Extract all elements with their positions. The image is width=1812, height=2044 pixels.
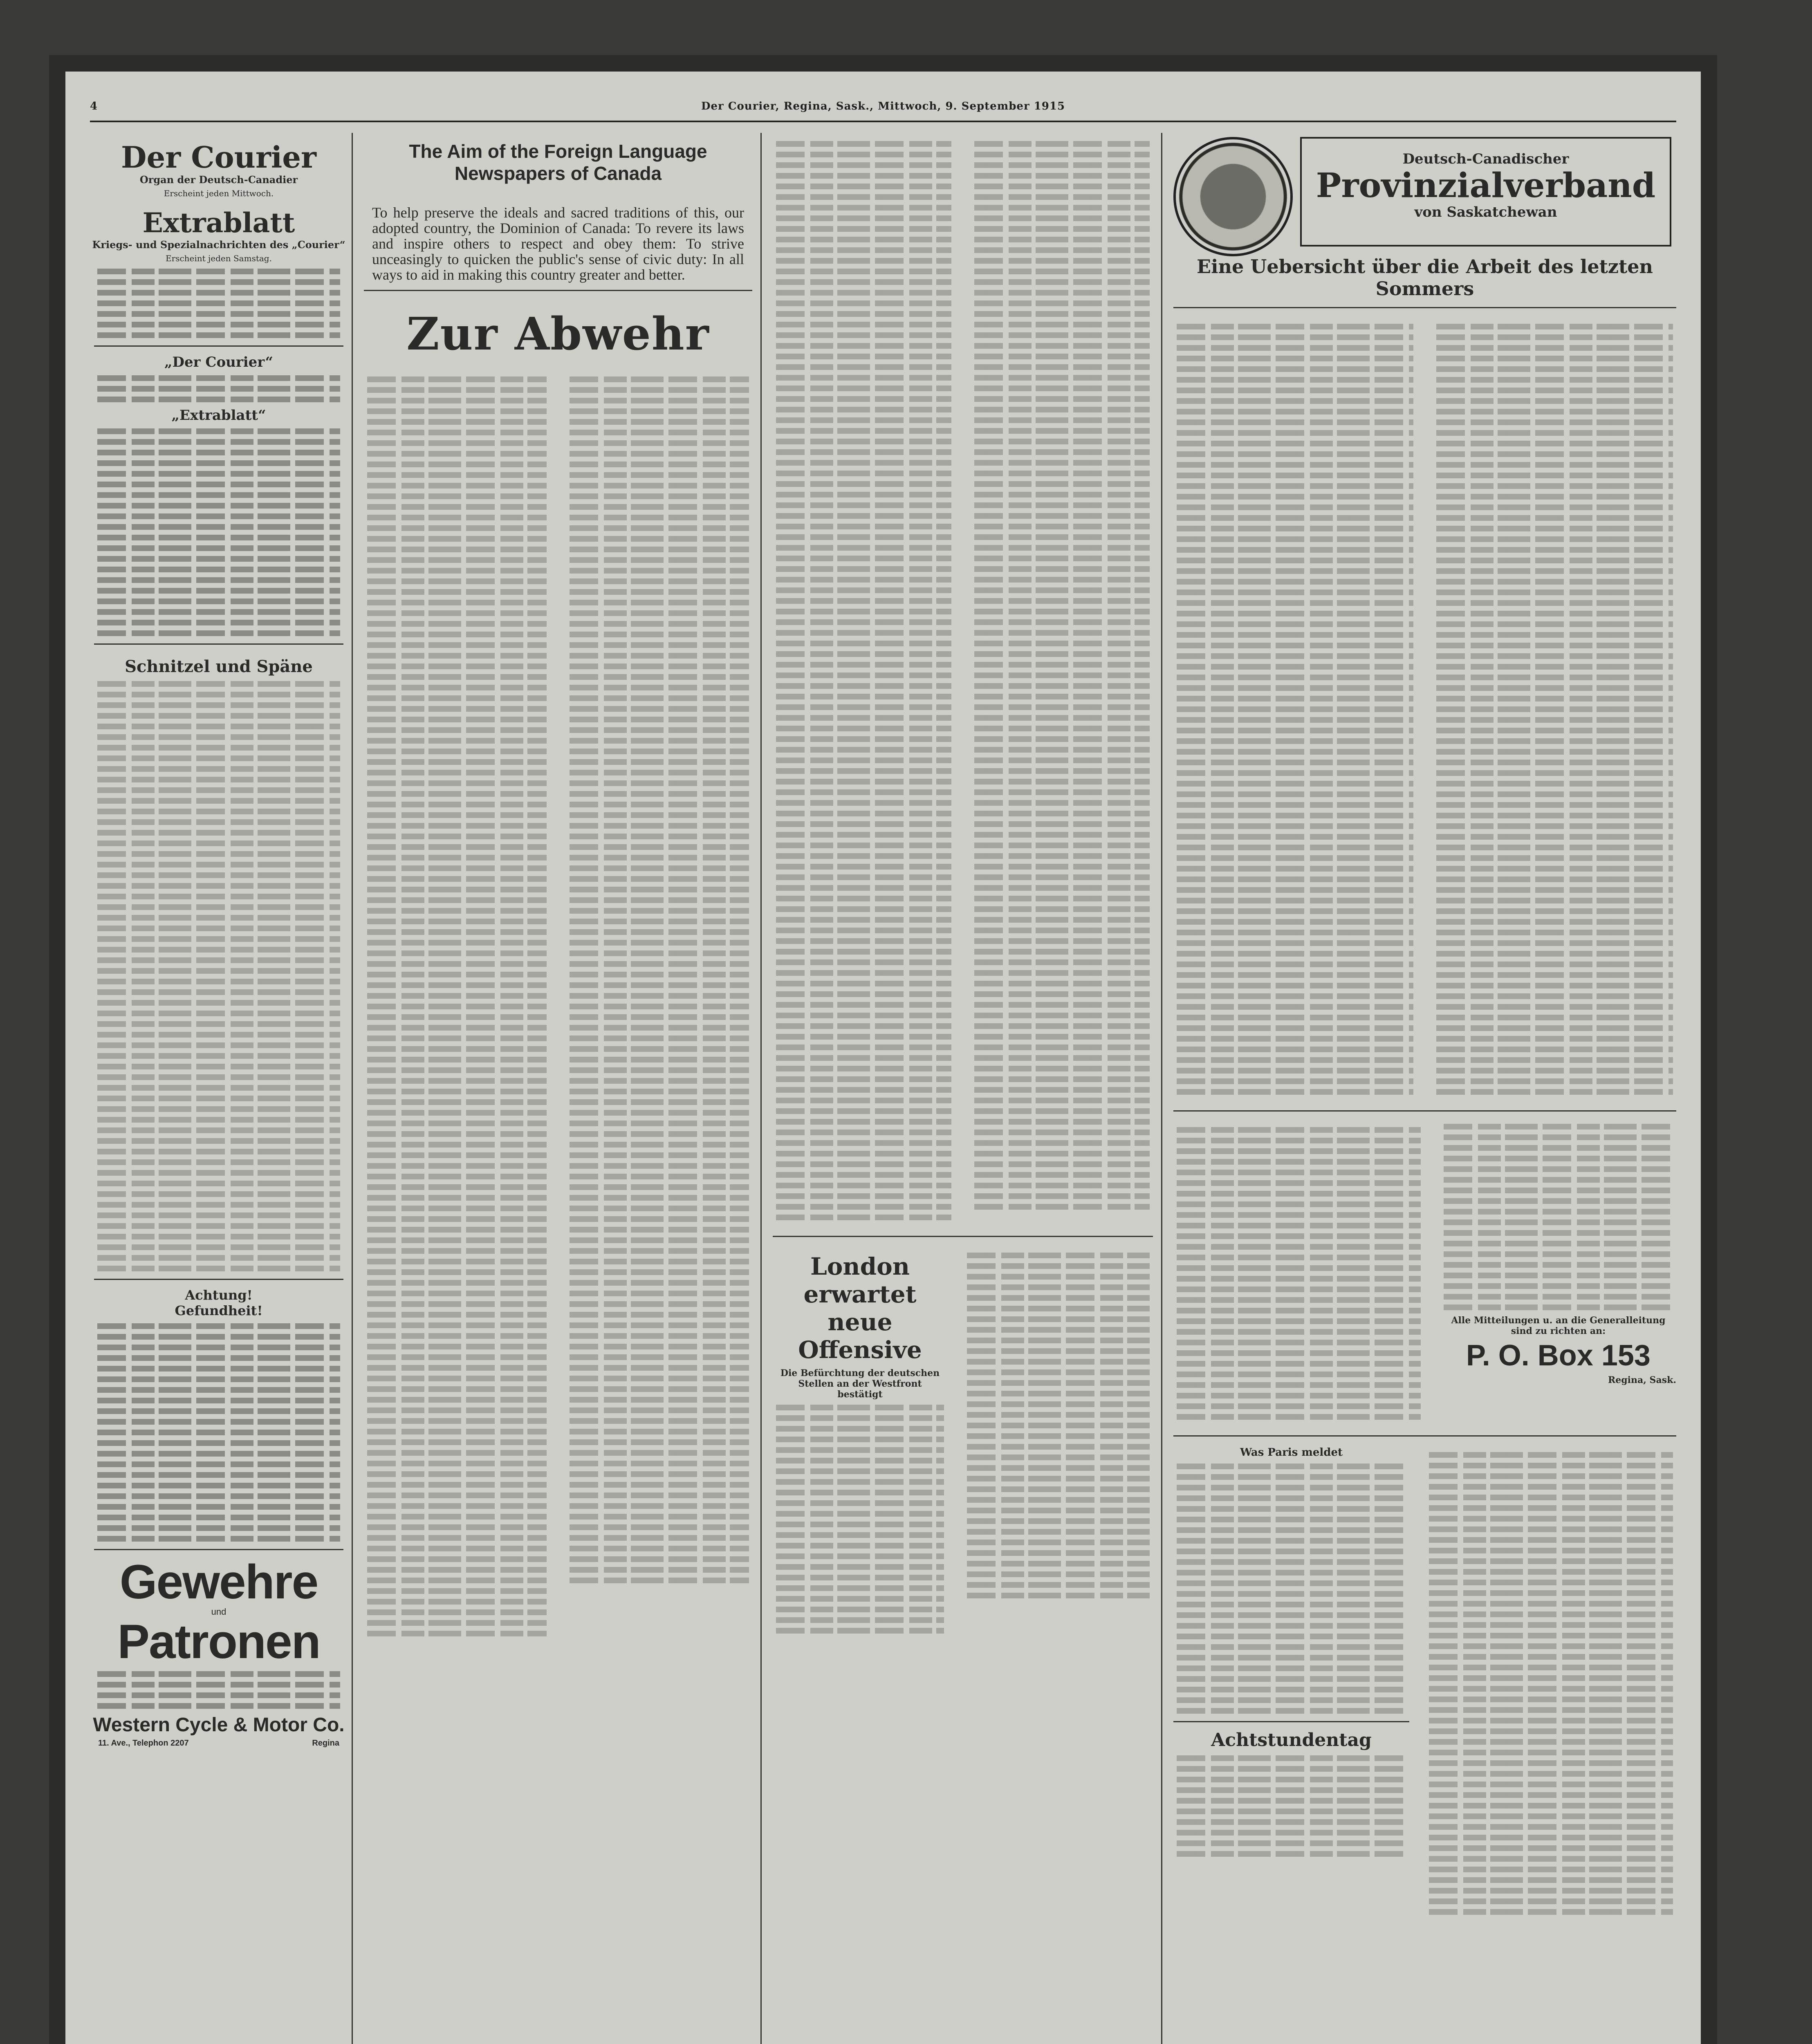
london-title: London erwartet neue Offensive <box>798 1253 922 1364</box>
article-column <box>1444 1124 1673 1310</box>
remedy-advert <box>97 1323 340 1542</box>
divider <box>94 345 343 347</box>
extrablatt-note: Erscheint jeden Samstag. <box>166 253 272 263</box>
achtstundentag-title: Achtstundentag <box>1211 1730 1372 1750</box>
column-rule <box>352 133 353 2044</box>
prov-line-2: Provinzialverband <box>1316 166 1656 205</box>
paris-text <box>1177 1464 1406 1714</box>
divider <box>1173 1721 1409 1722</box>
divider <box>773 1236 1153 1237</box>
divider <box>1173 1110 1676 1112</box>
provinzialverband-box <box>1300 137 1671 247</box>
newspaper-page <box>65 72 1701 2044</box>
divider <box>1173 307 1676 308</box>
column-2 <box>360 133 756 1645</box>
subscription-title: „Der Courier“ <box>164 354 274 370</box>
article-column <box>967 1248 1150 1635</box>
pobox: P. O. Box 153 <box>1466 1339 1651 1372</box>
divider <box>94 1549 343 1550</box>
article-column <box>776 136 951 1225</box>
page-header <box>90 96 1676 122</box>
article-column <box>1177 319 1413 1100</box>
column-rule <box>760 133 762 2044</box>
publisher-info <box>97 269 340 338</box>
postbox-note: Alle Mitteilungen u. an die Generalleitung sind zu richten an: <box>1451 1315 1666 1336</box>
col4-body <box>1169 256 1680 1923</box>
advert-address: 11. Ave., Telephon 2207 <box>98 1739 189 1748</box>
masthead <box>90 141 348 264</box>
paris-article <box>1169 1444 1413 1923</box>
schnitzel-text <box>97 681 340 1271</box>
london-subtitle: Die Befürchtung der deutschen Stellen an der Westfront bestätigt <box>780 1368 940 1400</box>
gewehre-advert-title: Gewehre <box>119 1555 318 1609</box>
extrablatt-subtitle: Kriegs- und Spezialnachrichten des „Courier“ <box>92 239 345 251</box>
masthead-title: Der Courier <box>121 140 316 175</box>
extrablatt-rate-title: „Extrablatt“ <box>171 407 266 424</box>
advert-firm: Western Cycle & Motor Co. <box>93 1714 345 1736</box>
notices-body <box>1169 1119 1680 1428</box>
achtung-title: Achtung! <box>185 1287 253 1303</box>
gewehre-advert-und: und <box>211 1607 226 1617</box>
divider <box>94 1279 343 1280</box>
divider <box>1173 1435 1676 1437</box>
extrablatt-title: Extrablatt <box>142 207 295 239</box>
advert-firm-line <box>98 1739 339 1748</box>
patronen-advert-title: Patronen <box>117 1615 320 1669</box>
running-title: Der Courier, Regina, Sask., Mittwoch, 9. September 1915 <box>701 100 1065 112</box>
divider <box>94 643 343 645</box>
lower-body <box>1169 1444 1680 1923</box>
provincial-seal-icon <box>1173 137 1293 256</box>
zur-abwehr-body <box>360 368 756 1645</box>
schnitzel-title: Schnitzel und Späne <box>125 657 313 676</box>
article-column <box>570 372 749 1641</box>
col3-bottom <box>769 1244 1157 1638</box>
london-text <box>776 1405 944 1634</box>
achtstundentag-text <box>1177 1755 1406 1857</box>
article-column <box>1429 1447 1673 1920</box>
pobox-city: Regina, Sask. <box>1608 1375 1676 1385</box>
paris-title: Was Paris meldet <box>1240 1446 1343 1459</box>
article-column <box>367 372 547 1641</box>
masthead-note: Erscheint jeden Mittwoch. <box>164 188 274 198</box>
pobox-notice <box>1436 1119 1680 1428</box>
uebersicht-body <box>1169 316 1680 1103</box>
prov-line-3: von Saskatchewan <box>1414 204 1557 220</box>
article-column <box>974 136 1150 1225</box>
subscription-rates <box>97 375 340 402</box>
masthead-subtitle: Organ der Deutsch-Canadier <box>139 174 298 186</box>
advert-city: Regina <box>312 1739 339 1748</box>
column-4 <box>1169 133 1680 2044</box>
gefundheit-title: Gefundheit! <box>175 1303 263 1318</box>
advert-rates <box>97 428 340 636</box>
prov-line-1: Deutsch-Canadischer <box>1402 151 1569 167</box>
aim-body: To help preserve the ideals and sacred traditions of this, our adopted country, the Dominion of Canada: To revere its laws and inspire others to respect and obey them: To strive unceasingly to quicken the public's sense of civic duty: In all ways to aid in making this country greater and better. <box>372 204 744 283</box>
article-column <box>1436 319 1673 1100</box>
article-column <box>1177 1122 1421 1425</box>
advert-text <box>97 1671 340 1709</box>
london-article <box>769 1244 951 1638</box>
column-rule <box>1161 133 1162 2044</box>
uebersicht-title: Eine Uebersicht über die Arbeit des letzten Sommers <box>1197 256 1653 300</box>
zur-abwehr-title: Zur Abwehr <box>406 307 710 360</box>
aim-title: The Aim of the Foreign Language Newspapers of Canada <box>409 141 707 184</box>
col3-top-body <box>769 133 1157 1228</box>
column-3 <box>769 133 1157 1638</box>
column-1 <box>90 133 348 1750</box>
page-number: 4 <box>90 100 98 112</box>
divider <box>364 290 752 291</box>
